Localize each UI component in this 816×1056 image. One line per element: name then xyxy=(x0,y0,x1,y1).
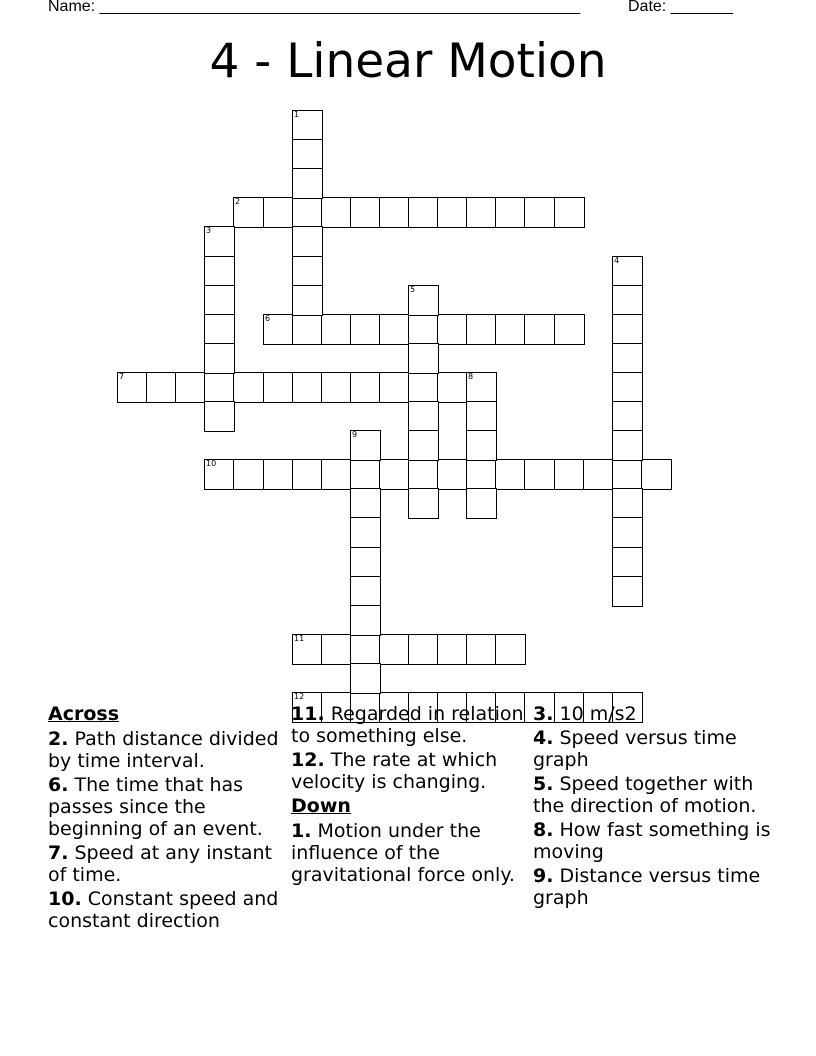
crossword-cell[interactable] xyxy=(583,459,614,490)
crossword-cell[interactable] xyxy=(379,634,410,665)
crossword-cell[interactable] xyxy=(466,430,497,461)
clue-number: 7. xyxy=(48,842,69,864)
clue-text: Regarded in relation to something else. xyxy=(291,703,524,747)
crossword-cell[interactable] xyxy=(263,459,294,490)
crossword-cell[interactable] xyxy=(554,459,585,490)
crossword-cell[interactable] xyxy=(117,372,148,403)
crossword-cell[interactable] xyxy=(466,488,497,519)
clue-number: 8. xyxy=(533,819,554,841)
clue-text: Speed versus time graph xyxy=(533,727,737,771)
clue-number-label: 10 xyxy=(206,459,217,468)
crossword-cell[interactable] xyxy=(408,197,439,228)
crossword-cell[interactable] xyxy=(321,314,352,345)
crossword-cell[interactable] xyxy=(350,314,381,345)
crossword-cell[interactable] xyxy=(321,634,352,665)
crossword-cell[interactable] xyxy=(292,197,323,228)
crossword-cell[interactable] xyxy=(612,314,643,345)
clue-text: Constant speed and constant direction xyxy=(48,888,279,932)
clue-number-label: 7 xyxy=(119,372,125,381)
crossword-cell[interactable] xyxy=(350,634,381,665)
clue-text: How fast something is moving xyxy=(533,819,771,863)
crossword-cell[interactable] xyxy=(524,459,555,490)
crossword-cell[interactable] xyxy=(350,517,381,548)
clue-across-2 xyxy=(48,728,286,772)
clue-number: 2. xyxy=(48,728,69,750)
crossword-cell[interactable] xyxy=(466,314,497,345)
clue-number: 9. xyxy=(533,865,554,887)
crossword-cell[interactable] xyxy=(495,459,526,490)
crossword-cell[interactable] xyxy=(612,459,643,490)
clue-across-10 xyxy=(48,888,286,932)
crossword-cell[interactable] xyxy=(612,256,643,287)
clue-down-1 xyxy=(291,820,529,886)
crossword-cell[interactable] xyxy=(641,459,672,490)
clue-number-label: 8 xyxy=(468,372,474,381)
clue-down-3 xyxy=(533,703,771,725)
clue-text: The time that has passes since the beginning of an event. xyxy=(48,774,263,840)
clue-number: 10. xyxy=(48,888,82,910)
page-title: 4 - Linear Motion xyxy=(209,34,607,89)
crossword-cell[interactable] xyxy=(350,459,381,490)
crossword-cell[interactable] xyxy=(554,314,585,345)
clue-number-label: 5 xyxy=(410,285,416,294)
clue-down-5 xyxy=(533,773,771,817)
crossword-cell[interactable] xyxy=(350,605,381,636)
clue-number: 12. xyxy=(291,749,325,771)
clue-down-8 xyxy=(533,819,771,863)
crossword-cell[interactable] xyxy=(437,314,468,345)
crossword-cell[interactable] xyxy=(321,372,352,403)
crossword-cell[interactable] xyxy=(350,488,381,519)
crossword-cell[interactable] xyxy=(233,372,264,403)
clue-number: 3. xyxy=(533,703,554,725)
crossword-cell[interactable] xyxy=(204,343,235,374)
crossword-cell[interactable] xyxy=(408,459,439,490)
crossword-cell[interactable] xyxy=(495,634,526,665)
clue-number-label: 1 xyxy=(294,110,300,119)
crossword-cell[interactable] xyxy=(554,197,585,228)
crossword-cell[interactable] xyxy=(466,401,497,432)
crossword-cell[interactable] xyxy=(408,314,439,345)
crossword-cell[interactable] xyxy=(466,372,497,403)
crossword-cell[interactable] xyxy=(204,401,235,432)
clue-text: Speed at any instant of time. xyxy=(48,842,273,886)
crossword-cell[interactable] xyxy=(408,430,439,461)
crossword-cell[interactable] xyxy=(292,226,323,257)
date-field-line[interactable]: Date: _______ xyxy=(628,0,733,15)
crossword-cell[interactable] xyxy=(612,372,643,403)
crossword-cell[interactable] xyxy=(263,314,294,345)
clue-number-label: 12 xyxy=(294,692,305,701)
crossword-cell[interactable] xyxy=(408,285,439,316)
crossword-cell[interactable] xyxy=(408,488,439,519)
crossword-cell[interactable] xyxy=(292,285,323,316)
crossword-cell[interactable] xyxy=(233,197,264,228)
crossword-cell[interactable] xyxy=(379,459,410,490)
crossword-cell[interactable] xyxy=(292,372,323,403)
clue-text: Path distance divided by time interval. xyxy=(48,728,279,772)
crossword-cell[interactable] xyxy=(524,314,555,345)
clue-down-9 xyxy=(533,865,771,909)
crossword-cell[interactable] xyxy=(263,197,294,228)
crossword-cell[interactable] xyxy=(408,343,439,374)
clue-number-label: 11 xyxy=(294,634,305,643)
clue-number: 4. xyxy=(533,727,554,749)
clue-number-label: 4 xyxy=(614,256,620,265)
clue-number: 5. xyxy=(533,773,554,795)
clue-text: Speed together with the direction of motion. xyxy=(533,773,757,817)
clue-number-label: 9 xyxy=(352,430,358,439)
crossword-cell[interactable] xyxy=(350,430,381,461)
crossword-cell[interactable] xyxy=(524,197,555,228)
clue-across-12 xyxy=(291,749,529,793)
clue-column-2 xyxy=(291,703,529,888)
crossword-cell[interactable] xyxy=(437,197,468,228)
crossword-cell[interactable] xyxy=(379,372,410,403)
crossword-cell[interactable] xyxy=(466,459,497,490)
clue-text: The rate at which velocity is changing. xyxy=(291,749,498,793)
crossword-cell[interactable] xyxy=(612,430,643,461)
clue-column-3 xyxy=(533,703,771,911)
crossword-cell[interactable] xyxy=(612,285,643,316)
crossword-cell[interactable] xyxy=(437,634,468,665)
crossword-cell[interactable] xyxy=(612,343,643,374)
clue-number-label: 6 xyxy=(265,314,271,323)
crossword-cell[interactable] xyxy=(175,372,206,403)
clue-column-1 xyxy=(48,703,286,934)
crossword-cell[interactable] xyxy=(495,197,526,228)
crossword-cell[interactable] xyxy=(495,314,526,345)
crossword-cell[interactable] xyxy=(292,314,323,345)
crossword-cell[interactable] xyxy=(292,168,323,199)
crossword-cell[interactable] xyxy=(292,459,323,490)
crossword-cell[interactable] xyxy=(612,517,643,548)
clue-number-label: 3 xyxy=(206,226,212,235)
crossword-cell[interactable] xyxy=(612,488,643,519)
down-heading: Down xyxy=(291,795,351,817)
crossword-cell[interactable] xyxy=(233,459,264,490)
crossword-cell[interactable] xyxy=(350,372,381,403)
crossword-cell[interactable] xyxy=(321,459,352,490)
crossword-cell[interactable] xyxy=(350,547,381,578)
crossword-cell[interactable] xyxy=(292,256,323,287)
clue-number: 1. xyxy=(291,820,312,842)
clue-number: 11. xyxy=(291,703,325,725)
clue-text: Distance versus time graph xyxy=(533,865,761,909)
crossword-cell[interactable] xyxy=(408,634,439,665)
clue-across-7 xyxy=(48,842,286,886)
crossword-cell[interactable] xyxy=(612,401,643,432)
name-field-line[interactable]: Name: ______________________________________________________ xyxy=(48,0,581,15)
crossword-cell[interactable] xyxy=(612,576,643,607)
crossword-cell[interactable] xyxy=(263,372,294,403)
crossword-cell[interactable] xyxy=(437,372,468,403)
crossword-cell[interactable] xyxy=(408,372,439,403)
clue-text: 10 m/s2 xyxy=(559,703,637,725)
clue-across-6 xyxy=(48,774,286,840)
crossword-cell[interactable] xyxy=(292,634,323,665)
crossword-cell[interactable] xyxy=(466,634,497,665)
crossword-cell[interactable] xyxy=(437,459,468,490)
crossword-cell[interactable] xyxy=(466,197,497,228)
clue-number-label: 2 xyxy=(235,197,241,206)
across-heading: Across xyxy=(48,703,120,725)
clue-text: Motion under the influence of the gravitational force only. xyxy=(291,820,515,886)
crossword-cell[interactable] xyxy=(204,372,235,403)
crossword-cell[interactable] xyxy=(379,197,410,228)
crossword-cell[interactable] xyxy=(379,314,410,345)
crossword-cell[interactable] xyxy=(204,226,235,257)
crossword-cell[interactable] xyxy=(146,372,177,403)
crossword-cell[interactable] xyxy=(350,197,381,228)
crossword-cell[interactable] xyxy=(350,663,381,694)
crossword-cell[interactable] xyxy=(204,285,235,316)
crossword-cell[interactable] xyxy=(612,547,643,578)
crossword-cell[interactable] xyxy=(408,401,439,432)
crossword-cell[interactable] xyxy=(321,197,352,228)
crossword-cell[interactable] xyxy=(204,256,235,287)
crossword-cell[interactable] xyxy=(350,576,381,607)
crossword-cell[interactable] xyxy=(204,459,235,490)
clue-across-11 xyxy=(291,703,529,747)
clue-down-4 xyxy=(533,727,771,771)
crossword-cell[interactable] xyxy=(292,110,323,141)
crossword-cell[interactable] xyxy=(292,139,323,170)
crossword-cell[interactable] xyxy=(204,314,235,345)
clue-number: 6. xyxy=(48,774,69,796)
